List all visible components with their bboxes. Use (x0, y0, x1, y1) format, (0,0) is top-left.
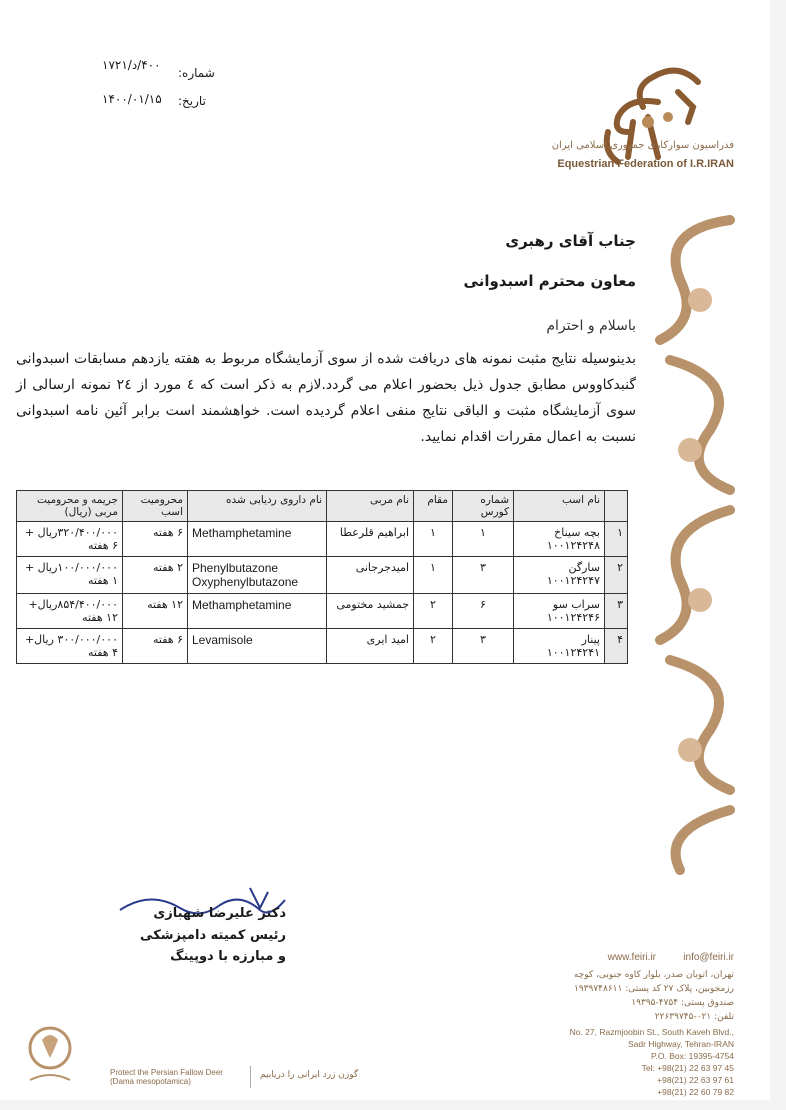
horse-name: سارگن (568, 561, 600, 574)
horse-id: ۱۰۰۱۲۴۲۴۱ (546, 646, 600, 659)
deer-note-en-2: (Dama mesopotamica) (110, 1077, 191, 1086)
row-index: ٣ (605, 594, 628, 629)
header-race: شماره کورس (453, 491, 514, 522)
greeting: باسلام و احترام (546, 318, 636, 334)
signer-title-2: و مبارزه با دوپینگ (170, 949, 286, 964)
row-index: ٢ (605, 557, 628, 594)
drug-name: Methamphetamine (192, 598, 292, 612)
horse-ban-cell: ۶ هفته (123, 629, 188, 664)
race-cell: ۱ (453, 522, 514, 557)
horse-id: ۱۰۰۱۲۴۲۴۷ (546, 574, 600, 587)
trainer-cell: جمشید مختومی (327, 594, 414, 629)
recipient-name: جناب آقای رهبری (505, 232, 636, 250)
page-frame-right (770, 0, 786, 1110)
header-place: مقام (414, 491, 453, 522)
header-trainer-penalty: جریمه و محرومیت مربی (ریال) (17, 491, 123, 522)
penalty-amount: ۳۲۰/۴۰۰/۰۰۰ریال + (24, 526, 118, 539)
place-cell: ۱ (414, 557, 453, 594)
table-header-row (17, 491, 628, 522)
federation-name-fa: فدراسیون سوارکاری جمهوری اسلامی ایران (551, 140, 734, 151)
footer-web: www.feiri.ir (607, 952, 656, 963)
penalty-cell (17, 557, 123, 594)
footer-address-fa-3: صندوق پستی: ۴۷۵۴-۱۹۳۹۵ (631, 998, 734, 1008)
footer-phone-en-1: Tel: +98(21) 22 63 97 45 (641, 1063, 734, 1073)
deer-emblem-icon (20, 1020, 80, 1090)
table-row (17, 629, 628, 664)
penalty-weeks: ۱۲ هفته (82, 611, 118, 624)
horse-ban-cell: ۲ هفته (123, 557, 188, 594)
footer-phone-fa: تلفن: ۰۲۱-۲۲۶۳۹۷۴۵ (654, 1012, 734, 1022)
horse-cell (514, 522, 605, 557)
federation-name-en: Equestrian Federation of I.R.IRAN (557, 158, 734, 170)
deer-note-en (110, 1068, 223, 1086)
horse-name: بچه سیناخ (554, 526, 600, 539)
penalty-weeks: ۱ هفته (87, 574, 118, 587)
horse-ban-cell: ۶ هفته (123, 522, 188, 557)
row-index: ١ (605, 522, 628, 557)
number-value: ۴۰۰/د/۱۷۲۱ (102, 58, 161, 72)
date-label: تاریخ: (178, 94, 206, 108)
drug-name: Phenylbutazone (192, 561, 279, 575)
header-drug: نام داروی ردیابی شده (188, 491, 327, 522)
drug-name-2: Oxyphenylbutazone (192, 575, 299, 589)
page-frame-bottom (0, 1100, 786, 1110)
drug-cell (188, 557, 327, 594)
header-index (605, 491, 628, 522)
header-horse: نام اسب (514, 491, 605, 522)
letter-body: بدینوسیله نتایج مثبت نمونه های دریافت شده از سوی آزمایشگاه مربوط به هفته یازدهم مسابقات اسبدوانی گنبدکاووس مطابق جدول ذیل بحضور اعلام می گردد.لازم به ذکر است که ٤ مورد از ٢٤ نمونه ارسالی از سوی آزمایشگاه مثبت و الباقی نتایج منفی اعلام گردیده است. خواهشمند است برابر آئین نامه اسبدوانی نسبت به اعمال مقررات اقدام نمایید. (16, 351, 636, 445)
footer-phone-en-2: +98(21) 22 63 97 61 (657, 1075, 734, 1085)
trainer-cell: ابراهیم قلرعطا (327, 522, 414, 557)
drug-cell (188, 629, 327, 664)
signer-title-1: رئیس کمیته دامپزشکی (140, 928, 286, 943)
number-label: شماره: (178, 66, 215, 80)
place-cell: ۲ (414, 629, 453, 664)
table-row (17, 522, 628, 557)
drug-name: Methamphetamine (192, 526, 292, 540)
horse-id: ۱۰۰۱۲۴۲۴۶ (546, 611, 600, 624)
footer-phone-en-3: +98(21) 22 60 79 82 (657, 1087, 734, 1097)
date-value: ۱۴۰۰/۰۱/۱۵ (102, 92, 162, 106)
trainer-cell: امیدجرجانی (327, 557, 414, 594)
footer-address-en-2: Sadr Highway, Tehran-IRAN (628, 1039, 734, 1049)
drug-cell (188, 594, 327, 629)
ornament-icon (640, 210, 750, 900)
recipient-title: معاون محترم اسبدوانی (463, 272, 636, 290)
penalty-amount: ۱۰۰/۰۰۰/۰۰۰ریال + (24, 561, 118, 574)
header-horse-ban: محرومیت اسب (123, 491, 188, 522)
footer-address-fa-1: تهران، اتوبان صدر، بلوار کاوه جنوبی، کوچه (573, 970, 734, 980)
table-row (17, 557, 628, 594)
footer-divider (250, 1066, 251, 1088)
drug-cell (188, 522, 327, 557)
horse-name: پینار (581, 633, 600, 646)
results-table (16, 490, 628, 664)
deer-note-fa: گوزن زرد ایرانی را دریابیم (260, 1070, 359, 1080)
footer-address-fa-2: رزمجوبین، پلاک ۲۷ کد پستی: ۱۹۳۹۷۴۸۶۱۱ (574, 984, 734, 994)
race-cell: ۳ (453, 557, 514, 594)
row-index: ۴ (605, 629, 628, 664)
horse-ban-cell: ۱۲ هفته (123, 594, 188, 629)
penalty-weeks: ۴ هفته (87, 646, 118, 659)
penalty-cell (17, 594, 123, 629)
place-cell: ۱ (414, 522, 453, 557)
header-trainer: نام مربی (327, 491, 414, 522)
horse-id: ۱۰۰۱۲۴۲۴۸ (546, 539, 600, 552)
penalty-amount: ۸۵۴/۴۰۰/۰۰۰ریال+ (28, 598, 118, 611)
drug-name: Levamisole (192, 633, 253, 647)
place-cell: ۲ (414, 594, 453, 629)
trainer-cell: امید ایری (327, 629, 414, 664)
signer-name: دکتر علیرضا شهبازی (153, 906, 286, 921)
footer-address-en-3: P.O. Box: 19395-4754 (650, 1051, 734, 1061)
race-cell: ۶ (453, 594, 514, 629)
penalty-cell (17, 629, 123, 664)
horse-cell (514, 629, 605, 664)
horse-cell (514, 557, 605, 594)
deer-note-en-1: Protect the Persian Fallow Deer (110, 1068, 223, 1077)
footer-address-en-1: No. 27, Razmjoobin St., South Kaveh Blvd., (569, 1027, 734, 1037)
horse-name: سراب سو (552, 598, 600, 611)
penalty-weeks: ۶ هفته (87, 539, 118, 552)
footer-email: info@feiri.ir (683, 952, 734, 963)
table-row (17, 594, 628, 629)
race-cell: ۳ (453, 629, 514, 664)
horse-cell (514, 594, 605, 629)
penalty-cell (17, 522, 123, 557)
signature-scribble-icon (110, 880, 290, 930)
penalty-amount: ۳۰۰/۰۰۰/۰۰۰ ریال+ (24, 633, 118, 646)
